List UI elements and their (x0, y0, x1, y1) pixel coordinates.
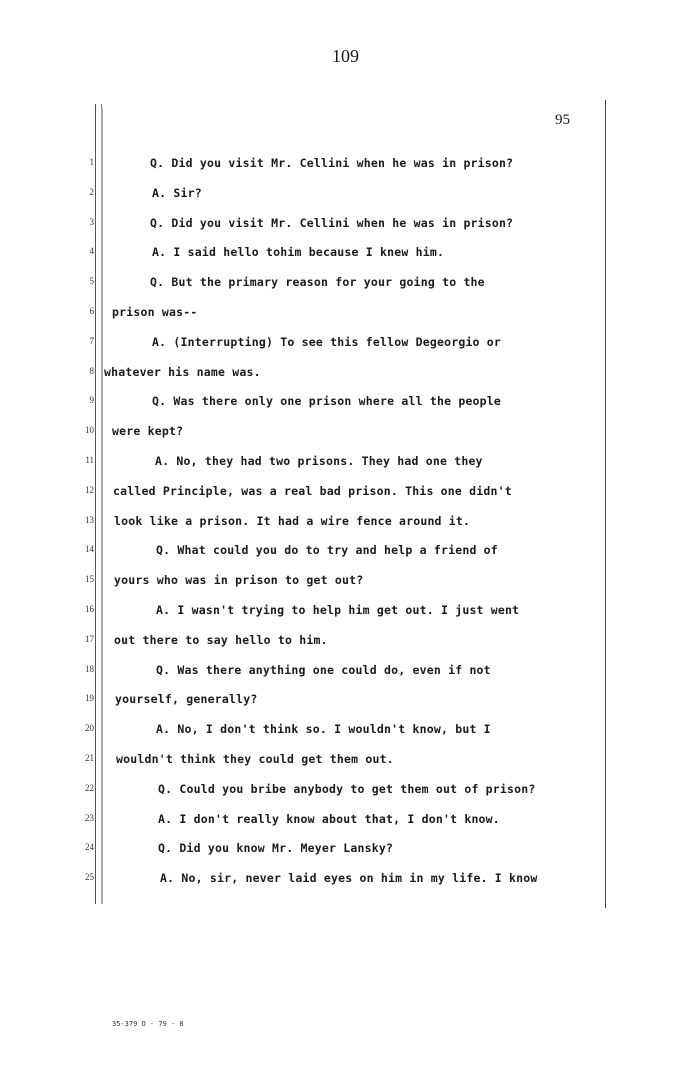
line-number: 16 (85, 604, 94, 614)
line-number: 9 (89, 395, 94, 406)
line-number: 11 (85, 455, 94, 465)
line-number: 21 (85, 753, 94, 763)
line-number: 20 (85, 723, 94, 734)
line-number: 13 (85, 514, 94, 525)
transcript-line: called Principle, was a real bad prison. This one didn't (113, 483, 512, 498)
transcript-line: yours who was in prison to get out? (114, 573, 364, 588)
line-number: 22 (85, 782, 94, 793)
footer-code: 35-379 O - 79 - 8 (112, 1020, 184, 1028)
line-number: 19 (85, 693, 94, 704)
transcript-line: Q. Did you visit Mr. Cellini when he was in prison? (150, 156, 514, 170)
transcript-page-number: 95 (555, 112, 570, 128)
transcript-line: wouldn't think they could get them out. (116, 752, 394, 766)
transcript-line: Q. Was there anything one could do, even if not (156, 662, 491, 677)
transcript-line: Q. Did you know Mr. Meyer Lansky? (158, 841, 394, 856)
transcript-line: look like a prison. It had a wire fence around it. (114, 513, 471, 528)
transcript-line: Q. Could you bribe anybody to get them out of prison? (158, 781, 536, 796)
line-number: 14 (85, 544, 94, 555)
line-number: 25 (85, 872, 94, 883)
line-number: 8 (89, 365, 94, 376)
transcript-line: A. No, they had two prisons. They had one they (155, 454, 483, 468)
transcript-line: Q. But the primary reason for your going to the (150, 275, 485, 290)
transcript-line: A. I wasn't trying to help him get out. I just went (156, 603, 520, 617)
line-number: 17 (85, 633, 94, 644)
transcript-line: A. (Interrupting) To see this fellow Degeorgio or (152, 334, 502, 349)
line-number: 6 (89, 306, 94, 316)
right-margin-rule (605, 100, 606, 908)
transcript-line: Q. Was there only one prison where all the people (152, 394, 502, 409)
transcript-line: A. I said hello tohim because I knew him. (152, 245, 445, 260)
line-number: 4 (89, 246, 94, 257)
line-number: 24 (85, 842, 94, 853)
line-number: 10 (85, 425, 94, 436)
transcript-line: A. I don't really know about that, I don't know. (158, 811, 500, 826)
line-number: 15 (85, 574, 94, 585)
transcript-line: A. No, sir, never laid eyes on him in my life. I know (160, 871, 538, 886)
transcript-line: were kept? (112, 424, 184, 439)
page-header-number: 109 (332, 46, 359, 66)
line-number: 5 (89, 276, 94, 287)
line-number: 18 (85, 663, 94, 674)
transcript-line: A. No, I don't think so. I wouldn't know, but I (156, 722, 491, 737)
transcript-line: A. Sir? (152, 185, 202, 200)
transcript-line: prison was-- (112, 305, 198, 319)
left-margin-rule-inner (101, 108, 103, 904)
transcript-line: out there to say hello to him. (114, 632, 328, 647)
transcript-line: whatever his name was. (104, 364, 261, 379)
transcript-line: Q. What could you do to try and help a friend of (156, 543, 498, 558)
transcript-line: Q. Did you visit Mr. Cellini when he was in prison? (150, 215, 514, 230)
line-number: 23 (85, 812, 94, 823)
transcript-line: yourself, generally? (115, 692, 258, 707)
line-number: 7 (89, 335, 94, 346)
line-number: 1 (89, 157, 94, 167)
line-number: 12 (85, 484, 94, 495)
line-number: 2 (89, 186, 94, 197)
line-number: 3 (89, 216, 94, 227)
